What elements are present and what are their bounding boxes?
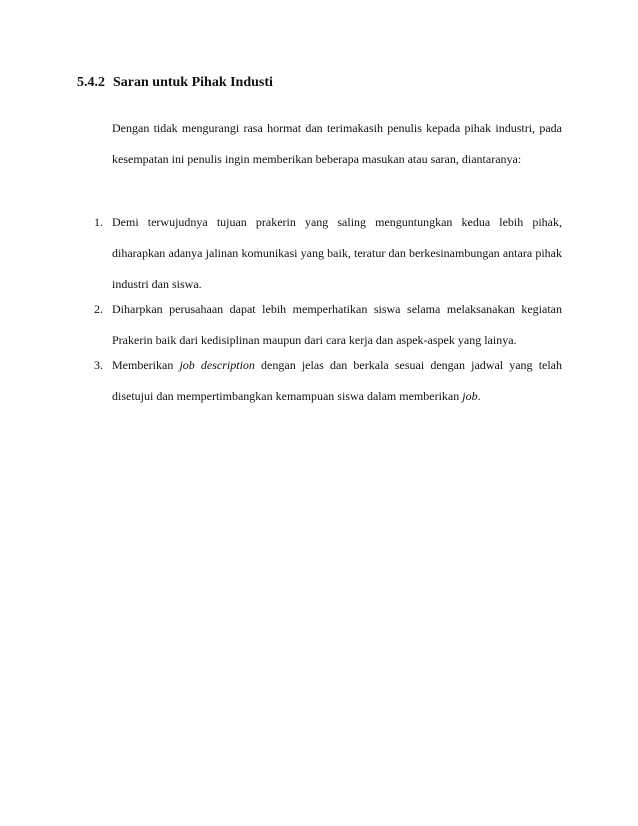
list-item-text: Demi terwujudnya tujuan prakerin yang saling menguntungkan kedua lebih pihak, diharapkan adanya jalinan komunikasi yang baik, teratur dan berkesinambungan antara pihak industri dan siswa.: [112, 215, 562, 291]
list-marker: 3.: [94, 358, 103, 372]
section-number: 5.4.2: [77, 75, 105, 90]
suggestion-list: [82, 207, 562, 412]
list-item: [82, 350, 562, 412]
list-marker: 2.: [94, 302, 103, 316]
section-heading: [77, 75, 273, 91]
text-run: dengan jelas dan berkala sesuai dengan jadwal yang telah disetujui dan mempertimbangkan kemampuan siswa dalam memberikan: [112, 358, 563, 403]
list-item: [82, 207, 562, 300]
list-item: [82, 294, 562, 356]
italic-term: job description: [179, 358, 255, 372]
italic-term: job: [462, 389, 478, 403]
text-run: .: [477, 389, 481, 403]
section-title: Saran untuk Pihak Industi: [113, 75, 273, 90]
text-run: Memberikan: [112, 358, 180, 372]
list-item-text: Diharpkan perusahaan dapat lebih memperhatikan siswa selama melaksanakan kegiatan Prakerin baik dari kedisiplinan maupun dari cara kerja dan aspek-aspek yang lainya.: [112, 302, 562, 347]
list-marker: 1.: [94, 215, 103, 229]
intro-paragraph: Dengan tidak mengurangi rasa hormat dan terimakasih penulis kepada pihak industri, pada kesempatan ini penulis ingin memberikan beberapa masukan atau saran, diantaranya:: [112, 121, 562, 166]
list-item-text: [112, 350, 562, 412]
